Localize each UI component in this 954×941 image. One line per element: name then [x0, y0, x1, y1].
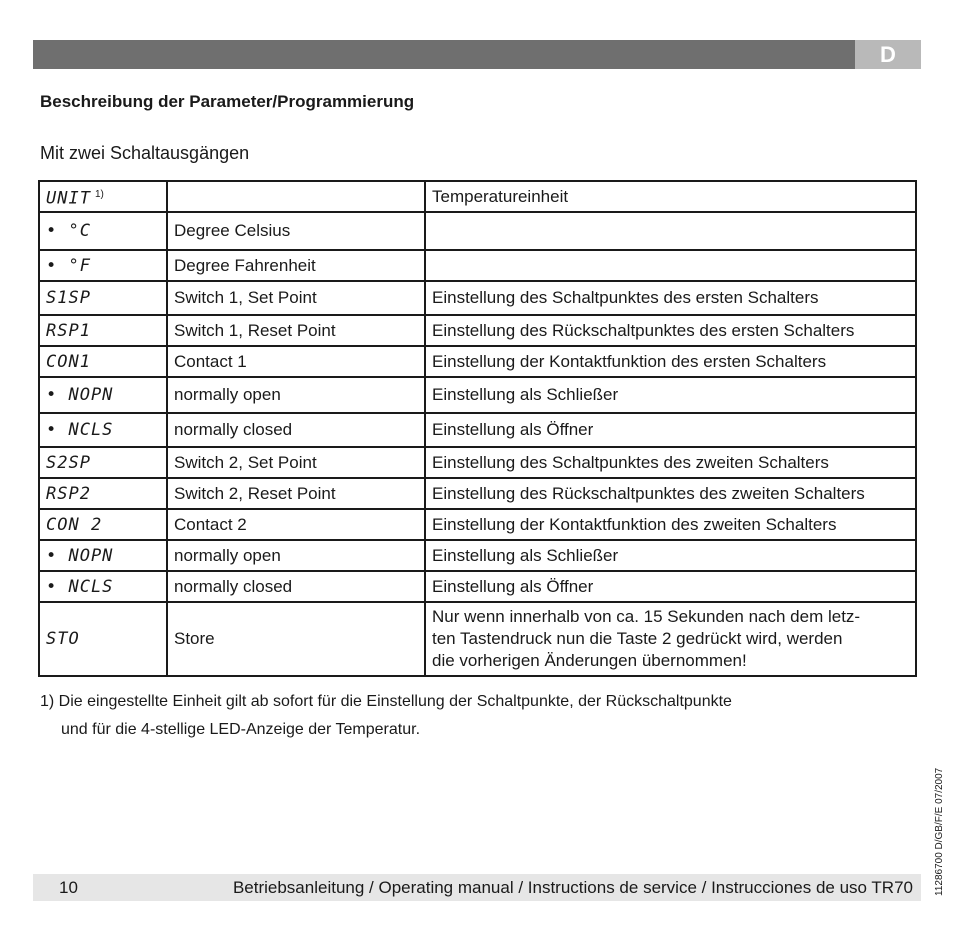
table-row: [39, 212, 916, 250]
table-row: [39, 281, 916, 315]
page-number: 10: [59, 877, 78, 897]
param-name: Switch 1, Reset Point: [167, 315, 425, 346]
param-name: Contact 2: [167, 509, 425, 540]
section-subheading: Mit zwei Schaltausgängen: [40, 143, 250, 163]
param-code: S1SP: [46, 288, 91, 308]
table-row: [39, 377, 916, 413]
param-code: • °F: [46, 255, 91, 276]
language-badge: D: [855, 40, 921, 69]
param-code: CON 2: [46, 514, 103, 535]
param-description: Einstellung als Öffner: [425, 413, 916, 447]
param-name: Store: [167, 602, 425, 676]
footer-bar: [33, 874, 921, 901]
footnote-marker: 1): [94, 188, 104, 200]
param-code: UNIT: [46, 188, 91, 209]
param-description: Einstellung des Rückschaltpunktes des ersten Schalters: [425, 315, 916, 346]
param-code: • NOPN: [46, 385, 114, 405]
param-description: Einstellung als Schließer: [425, 540, 916, 571]
table-row: [39, 571, 916, 602]
manual-title: Betriebsanleitung / Operating manual / Instructions de service / Instrucciones de uso TR70: [232, 877, 913, 897]
table-row: [39, 346, 916, 377]
param-code-cell: [39, 571, 167, 602]
param-code: RSP2: [46, 483, 91, 504]
param-code-cell: [39, 250, 167, 281]
param-code-cell: [39, 212, 167, 250]
param-code-cell: [39, 602, 167, 676]
document-code: 11286700 D/GB/F/E 07/2007: [934, 767, 945, 896]
param-description: Einstellung als Öffner: [425, 571, 916, 602]
param-code: • NCLS: [46, 420, 114, 440]
table-row: [39, 540, 916, 571]
param-name: Switch 1, Set Point: [167, 281, 425, 315]
footnote-line-1: 1) Die eingestellte Einheit gilt ab sofort für die Einstellung der Schaltpunkte, der Rückschaltpunkte: [40, 693, 732, 710]
param-name: Degree Fahrenheit: [167, 250, 425, 281]
param-description: Nur wenn innerhalb von ca. 15 Sekunden nach dem letz- ten Tastendruck nun die Taste 2 gedrückt wird, werden die vorherigen Änderungen übernommen!: [425, 602, 916, 676]
param-code-cell: [39, 377, 167, 413]
param-code-cell: [39, 540, 167, 571]
table-row: [39, 315, 916, 346]
param-description: Einstellung der Kontaktfunktion des ersten Schalters: [425, 346, 916, 377]
param-name: Degree Celsius: [167, 212, 425, 250]
param-code-cell: [39, 315, 167, 346]
param-description: Einstellung des Schaltpunktes des ersten Schalters: [425, 281, 916, 315]
param-code-cell: [39, 413, 167, 447]
param-name: Contact 1: [167, 346, 425, 377]
param-name: Switch 2, Reset Point: [167, 478, 425, 509]
param-code-cell: [39, 346, 167, 377]
param-code: • °C: [46, 221, 91, 241]
param-code-cell: [39, 478, 167, 509]
param-code: RSP1: [46, 320, 91, 341]
table-row: [39, 509, 916, 540]
table-row: [39, 602, 916, 676]
param-code-cell: [39, 181, 167, 212]
param-name: normally closed: [167, 571, 425, 602]
param-code: CON1: [46, 351, 91, 372]
param-name: normally open: [167, 540, 425, 571]
param-description: Einstellung des Rückschaltpunktes des zweiten Schalters: [425, 478, 916, 509]
header-bar: [33, 40, 921, 69]
param-description: Einstellung der Kontaktfunktion des zweiten Schalters: [425, 509, 916, 540]
param-name: Switch 2, Set Point: [167, 447, 425, 478]
table-row: [39, 478, 916, 509]
param-description: Einstellung des Schaltpunktes des zweiten Schalters: [425, 447, 916, 478]
param-code: • NOPN: [46, 545, 114, 566]
footnote-line-2: und für die 4-stellige LED-Anzeige der Temperatur.: [61, 721, 421, 738]
param-description: Einstellung als Schließer: [425, 377, 916, 413]
param-name: normally closed: [167, 413, 425, 447]
param-description: [425, 250, 916, 281]
param-name: normally open: [167, 377, 425, 413]
parameter-table: [38, 180, 917, 677]
param-code-cell: [39, 509, 167, 540]
param-description: [425, 212, 916, 250]
table-row: [39, 181, 916, 212]
param-code-cell: [39, 281, 167, 315]
footnote: [40, 688, 732, 744]
param-name: [167, 181, 425, 212]
param-code-cell: [39, 447, 167, 478]
section-heading: Beschreibung der Parameter/Programmierung: [40, 92, 415, 111]
table-row: [39, 447, 916, 478]
param-code: S2SP: [46, 452, 91, 473]
param-description: Temperatureinheit: [425, 181, 916, 212]
table-row: [39, 413, 916, 447]
param-code: STO: [46, 629, 80, 649]
param-code: • NCLS: [46, 576, 114, 597]
table-row: [39, 250, 916, 281]
